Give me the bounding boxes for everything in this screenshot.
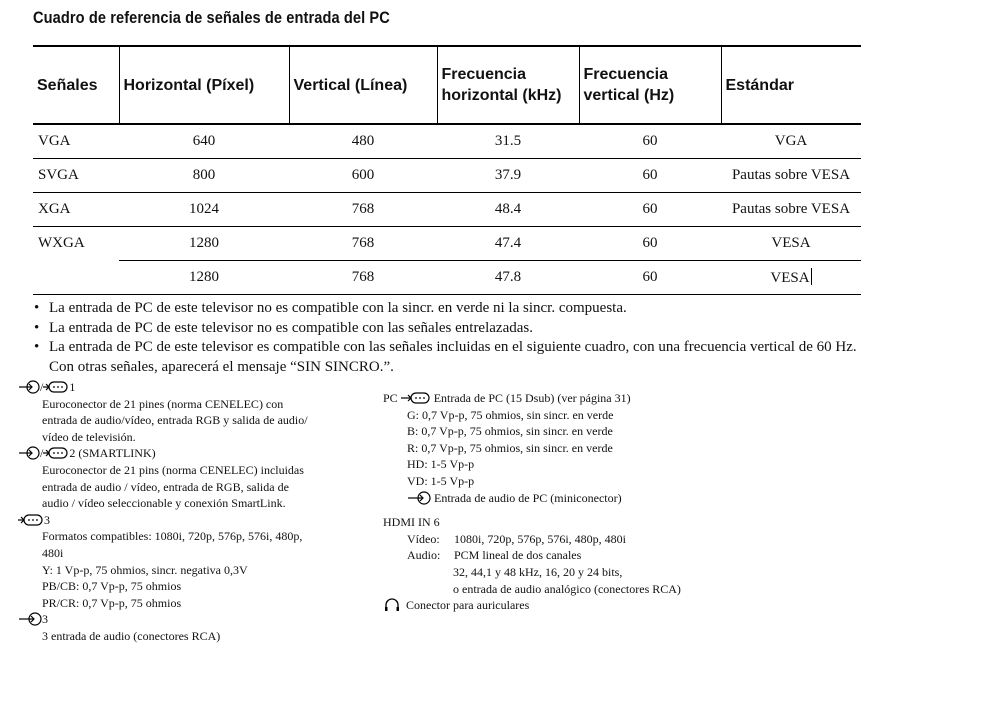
- table-row: [33, 261, 861, 295]
- spacer: [383, 506, 753, 514]
- header-vertical: Vertical (Línea): [289, 46, 437, 124]
- pc-spec-line: VD: 1-5 Vp-p: [407, 473, 475, 488]
- cell-horizontal: 800: [119, 159, 289, 193]
- cell-standard-text: VESA: [770, 270, 810, 286]
- input-2-desc-line: audio / vídeo seleccionable y conexión SmartLink.: [42, 496, 286, 511]
- cell-vertical: 768: [289, 261, 437, 295]
- cell-standard: [721, 261, 861, 295]
- av-input-arrow-icon: [18, 446, 40, 460]
- hdmi-heading: HDMI IN 6: [383, 515, 440, 530]
- input-1-desc-line: entrada de audio/vídeo, entrada RGB y salida de audio/: [42, 413, 308, 428]
- pc-spec-line: G: 0,7 Vp-p, 75 ohmios, sin sincr. en verde: [407, 407, 614, 422]
- hdmi-video-value: 1080i, 720p, 576p, 576i, 480p, 480i: [454, 531, 627, 546]
- input-1-desc-line: Euroconector de 21 pines (norma CENELEC) con: [42, 396, 284, 411]
- scart-input-icon: [43, 380, 69, 394]
- note-text: La entrada de PC de este televisor no es compatible con la sincr. en verde ni la sincr. compuesta.: [49, 300, 627, 316]
- hdmi-audio-value: o entrada de audio analógico (conectores RCA): [453, 581, 681, 596]
- cell-standard: VESA: [721, 227, 861, 261]
- pc-spec-line: B: 0,7 Vp-p, 75 ohmios, sin sincr. en verde: [407, 424, 613, 439]
- cell-h-frequency: 37.9: [437, 159, 579, 193]
- header-horizontal: Horizontal (Píxel): [119, 46, 289, 124]
- pc-audio-desc: Entrada de audio de PC (miniconector): [434, 490, 622, 505]
- input-2-heading: [18, 445, 358, 462]
- input-3-desc-line: PR/CR: 0,7 Vp-p, 75 ohmios: [42, 595, 182, 610]
- audio-input-icon: [18, 612, 42, 626]
- hdmi-audio-value: 32, 44,1 y 48 kHz, 16, 20 y 24 bits,: [453, 564, 623, 579]
- page-title: Cuadro de referencia de señales de entrada del PC: [33, 8, 390, 27]
- headphones-line: [383, 597, 753, 614]
- bullet-icon: •: [34, 319, 40, 336]
- cell-vertical: 768: [289, 227, 437, 261]
- cell-h-frequency: 48.4: [437, 193, 579, 227]
- hdmi-audio-line: [383, 547, 753, 564]
- cell-v-frequency: 60: [579, 261, 721, 295]
- cell-vertical: 600: [289, 159, 437, 193]
- input-1-separator: /: [40, 380, 44, 394]
- pc-spec-line: HD: 1-5 Vp-p: [407, 457, 475, 472]
- bullet-icon: •: [34, 339, 40, 355]
- cell-signal: [33, 261, 119, 295]
- input-1-heading: [18, 379, 358, 396]
- right-connector-specs: [383, 390, 753, 614]
- pc-input-heading: [383, 390, 753, 407]
- audio-input-icon: [407, 491, 431, 505]
- audio-input-3-heading: [18, 611, 358, 628]
- cell-h-frequency: 31.5: [437, 124, 579, 159]
- pc-input-desc: Entrada de PC (15 Dsub) (ver página 31): [433, 391, 631, 405]
- text-cursor: [811, 268, 812, 285]
- table-header-row: [33, 46, 861, 124]
- cell-horizontal: 1024: [119, 193, 289, 227]
- input-3-heading: [18, 512, 358, 529]
- header-signals: Señales: [33, 46, 119, 124]
- audio-input-3-number: 3: [42, 612, 48, 627]
- pc-spec-line: R: 0,7 Vp-p, 75 ohmios, sin sincr. en verde: [407, 440, 613, 455]
- left-connector-specs: [18, 379, 358, 645]
- cell-horizontal: 1280: [119, 261, 289, 295]
- input-2-desc-line: entrada de audio / vídeo, entrada de RGB, salida de: [42, 479, 289, 494]
- cell-horizontal: 640: [119, 124, 289, 159]
- hdmi-video-line: [383, 531, 753, 548]
- cell-v-frequency: 60: [579, 124, 721, 159]
- cell-v-frequency: 60: [579, 193, 721, 227]
- notes-list: [33, 299, 873, 377]
- input-3-desc-line: 480i: [42, 545, 64, 560]
- header-v-frequency: Frecuencia vertical (Hz): [579, 46, 721, 124]
- cell-vertical: 480: [289, 124, 437, 159]
- cell-signal: WXGA: [38, 235, 85, 252]
- scart-input-icon: [43, 446, 69, 460]
- list-item: [33, 338, 873, 377]
- bullet-icon: •: [34, 300, 40, 316]
- table-row: [33, 227, 861, 261]
- pc-audio-heading: [383, 490, 753, 507]
- cell-standard: Pautas sobre VESA: [721, 193, 861, 227]
- input-3-desc-line: Y: 1 Vp-p, 75 ohmios, sincr. negativa 0,3V: [42, 562, 248, 577]
- pc-signal-table: [33, 45, 861, 295]
- input-2-separator: /: [40, 446, 44, 461]
- cell-standard: VGA: [721, 124, 861, 159]
- input-3-desc-line: Formatos compatibles: 1080i, 720p, 576p, 576i, 480p,: [42, 529, 303, 544]
- av-input-arrow-icon: [18, 380, 40, 394]
- cell-v-frequency: 60: [579, 227, 721, 261]
- list-item: [33, 319, 873, 339]
- header-standard: Estándar: [721, 46, 861, 124]
- pc-dsub-input-icon: [401, 391, 431, 405]
- hdmi-audio-value: PCM lineal de dos canales: [454, 548, 582, 563]
- cell-h-frequency: 47.4: [437, 227, 579, 261]
- input-1-desc-line: vídeo de televisión.: [42, 429, 136, 444]
- note-text: La entrada de PC de este televisor no es compatible con las señales entrelazadas.: [49, 319, 533, 336]
- pc-label: PC: [383, 391, 398, 405]
- cell-v-frequency: 60: [579, 159, 721, 193]
- input-3-number: 3: [44, 512, 50, 527]
- table-row: [33, 124, 861, 159]
- table-row: [33, 193, 861, 227]
- note-text: La entrada de PC de este televisor es compatible con las señales incluidas en el siguiente cuadro, con una frecuencia vertical de 60 Hz. Con otras señales, aparecerá el mensaje “SIN SINCRO.”.: [49, 339, 857, 375]
- component-input-icon: [18, 513, 44, 527]
- input-3-desc-line: PB/CB: 0,7 Vp-p, 75 ohmios: [42, 579, 182, 594]
- headphones-desc: Conector para auriculares: [406, 598, 530, 613]
- input-2-number: 2 (SMARTLINK): [69, 446, 156, 461]
- cell-signal: SVGA: [33, 159, 119, 193]
- table-row: [33, 159, 861, 193]
- list-item: [33, 299, 873, 319]
- cell-signal: VGA: [33, 124, 119, 159]
- audio-input-3-desc: 3 entrada de audio (conectores RCA): [42, 628, 221, 643]
- cell-signal: XGA: [33, 193, 119, 227]
- hdmi-audio-key: Audio:: [407, 548, 441, 563]
- headphones-icon: [383, 598, 403, 612]
- hdmi-video-key: Vídeo:: [407, 531, 440, 546]
- input-2-desc-line: Euroconector de 21 pins (norma CENELEC) incluidas: [42, 462, 304, 477]
- cell-vertical: 768: [289, 193, 437, 227]
- input-1-number: 1: [69, 380, 76, 394]
- header-h-frequency: Frecuencia horizontal (kHz): [437, 46, 579, 124]
- cell-standard: Pautas sobre VESA: [721, 159, 861, 193]
- cell-horizontal: 1280: [119, 227, 289, 261]
- cell-h-frequency: 47.8: [437, 261, 579, 295]
